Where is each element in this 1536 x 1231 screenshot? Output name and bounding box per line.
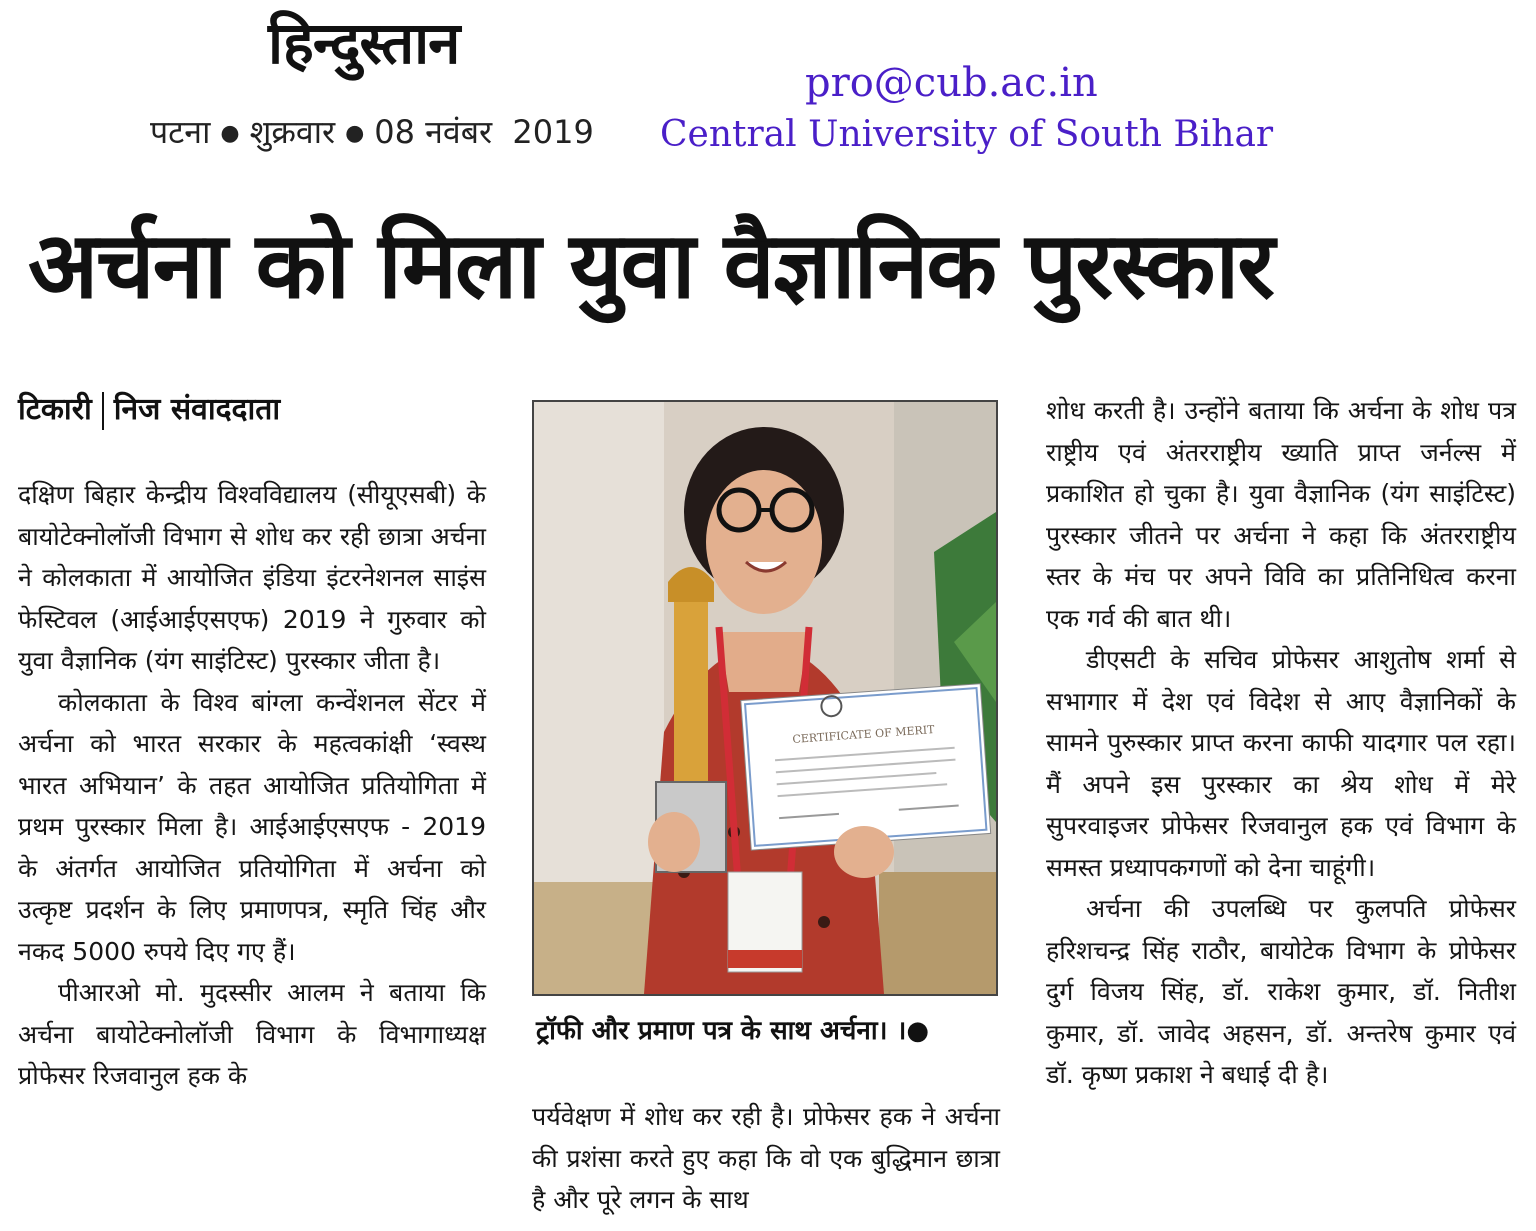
dateline-date: 08 नवंबर 2019 [374, 113, 594, 151]
dateline-day: शुक्रवार [249, 113, 336, 151]
article-headline: अर्चना को मिला युवा वैज्ञानिक पुरस्कार [28, 212, 1273, 319]
photo-illustration [534, 402, 996, 994]
article-paragraph: पीआरओ मो. मुदस्सीर आलम ने बताया कि अर्चना बायोटेक्नोलॉजी विभाग के विभागाध्यक्ष प्रोफेसर रिजवानुल हक के [18, 978, 486, 1090]
separator-dot-icon: ● [345, 121, 365, 146]
article-paragraph: अर्चना की उपलब्धि पर कुलपति प्रोफेसर हरिशचन्द्र सिंह राठौर, बायोटेक विभाग के प्रोफेसर दुर्ग विजय सिंह, डॉ. राकेश कुमार, डॉ. नितीश कुमार, डॉ. जावेद अहसन, डॉ. अन्तरेष कुमार एवं डॉ. कृष्ण प्रकाश ने बधाई दी है। [1046, 894, 1516, 1089]
photo-caption: ट्रॉफी और प्रमाण पत्र के साथ अर्चना। ।● [536, 1016, 930, 1046]
byline [18, 388, 280, 432]
byline-divider [102, 392, 104, 430]
article-column-2 [532, 1096, 1000, 1221]
dateline [150, 110, 594, 154]
article-paragraph: दक्षिण बिहार केन्द्रीय विश्वविद्यालय (सीयूएसबी) के बायोटेक्नोलॉजी विभाग से शोध कर रही छात्रा अर्चना ने कोलकाता में आयोजित इंडिया इंटरनेशनल साइंस फेस्टिवल (आईआईएसएफ) 2019 ने गुरुवार को युवा वैज्ञानिक (यंग साइंटिस्ट) पुरस्कार जीता है। [18, 480, 486, 675]
article-paragraph: कोलकाता के विश्व बांग्ला कन्वेंशनल सेंटर में अर्चना को भारत सरकार के महत्वकांक्षी ‘स्वस्थ भारत अभियान’ के तहत आयोजित प्रतियोगिता में प्रथम पुरस्कार मिला है। आईआईएसएफ - 2019 के अंतर्गत आयोजित प्रतियोगिता में अर्चना को उत्कृष्ट प्रदर्शन के लिए प्रमाणपत्र, स्मृति चिंह और नकद 5000 रुपये दिए गए हैं। [18, 687, 486, 966]
article-column-1 [18, 474, 486, 1097]
certificate-text: CERTIFICATE OF MERIT [792, 723, 935, 746]
article-paragraph: शोध करती है। उन्होंने बताया कि अर्चना के शोध पत्र राष्ट्रीय एवं अंतरराष्ट्रीय ख्याति प्राप्त जर्नल्स में प्रकाशित हो चुका है। युवा वैज्ञानिक (यंग साइंटिस्ट) पुरस्कार जीतने पर अर्चना ने कहा कि अंतरराष्ट्रीय स्तर के मंच पर अपने विवि का प्रतिनिधित्व करना एक गर्व की बात थी। [1046, 396, 1516, 633]
article-paragraph: पर्यवेक्षण में शोध कर रही है। प्रोफेसर हक ने अर्चना की प्रशंसा करते हुए कहा कि वो एक बुद्धिमान छात्रा है और पूरे लगन के साथ [532, 1102, 1000, 1214]
byline-reporter: निज संवाददाता [113, 392, 281, 427]
byline-place: टिकारी [18, 392, 92, 427]
newspaper-masthead: हिन्दुस्तान [268, 9, 460, 77]
article-column-3 [1046, 390, 1516, 1096]
dateline-city: पटना [150, 113, 211, 151]
source-university: Central University of South Bihar [660, 114, 1274, 155]
separator-dot-icon: ● [220, 121, 240, 146]
source-email: pro@cub.ac.in [805, 60, 1098, 106]
article-paragraph: डीएसटी के सचिव प्रोफेसर आशुतोष शर्मा से सभागार में देश एवं विदेश से आए वैज्ञानिकों के सामने पुरुस्कार प्राप्त करना काफी यादगार पल रहा। मैं अपने इस पुरस्कार का श्रेय शोध में मेरे सुपरवाइजर प्रोफेसर रिजवानुल हक एवं विभाग के समस्त प्रध्यापकगणों को देना चाहूंगी। [1046, 645, 1516, 882]
news-photo [532, 400, 998, 996]
